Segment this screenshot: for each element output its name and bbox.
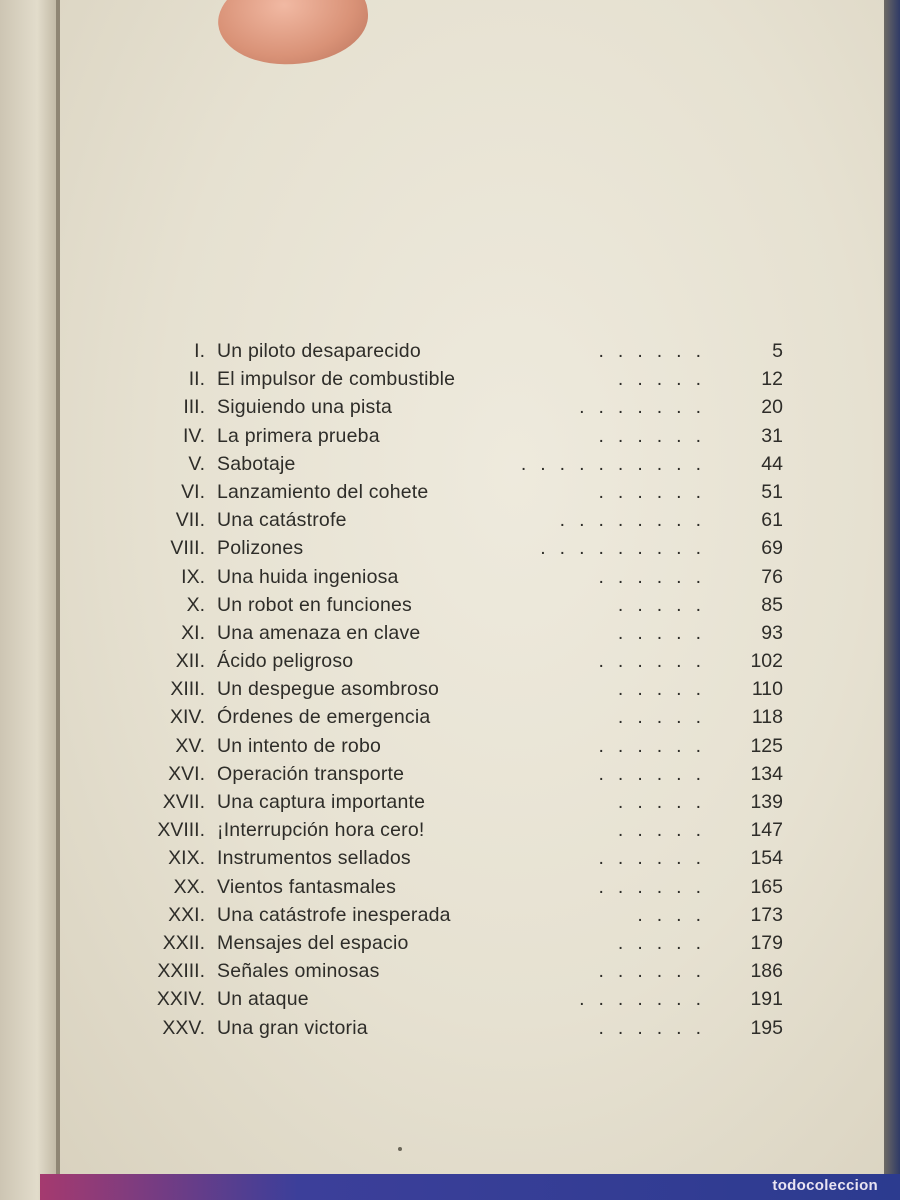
chapter-page-number: 165 <box>750 875 783 898</box>
table-of-contents <box>0 337 900 1042</box>
dot-leaders: .......... <box>520 452 715 475</box>
chapter-page-number: 179 <box>750 931 783 954</box>
toc-entry <box>0 1014 900 1042</box>
chapter-title: Un piloto desaparecido <box>217 340 421 362</box>
toc-entry <box>0 450 900 478</box>
toc-entry <box>0 647 900 675</box>
chapter-page-number: 125 <box>750 734 783 757</box>
chapter-page-number: 139 <box>750 791 783 813</box>
chapter-numeral: XVII. <box>162 791 205 813</box>
chapter-page-number: 69 <box>761 537 783 560</box>
toc-entry <box>0 422 900 450</box>
chapter-title: Una huida ingeniosa <box>217 565 399 588</box>
chapter-page-number: 118 <box>751 706 783 729</box>
chapter-numeral: X. <box>186 593 205 616</box>
dot-leaders: ...... <box>598 1016 715 1039</box>
chapter-title: Siguiendo una pista <box>217 396 393 419</box>
chapter-title: Una catástrofe <box>217 509 347 532</box>
dot-leaders: ..... <box>617 621 715 644</box>
toc-entry <box>0 816 900 844</box>
chapter-title: Señales ominosas <box>217 960 380 983</box>
dot-leaders: ...... <box>598 565 715 588</box>
chapter-page-number: 186 <box>750 960 783 983</box>
chapter-page-number: 147 <box>750 819 783 842</box>
toc-entry <box>0 901 900 929</box>
book-cover-bottom <box>40 1174 900 1200</box>
chapter-page-number: 195 <box>750 1016 783 1039</box>
toc-entry <box>0 957 900 985</box>
dot-leaders: ..... <box>617 791 715 813</box>
chapter-numeral: XXII. <box>162 931 205 954</box>
toc-entry <box>0 703 900 731</box>
dot-leaders: ...... <box>598 480 715 503</box>
toc-entry <box>0 619 900 647</box>
page-mark <box>398 1147 402 1151</box>
chapter-numeral: VIII. <box>170 537 205 560</box>
toc-entry <box>0 732 900 760</box>
chapter-page-number: 5 <box>772 340 783 362</box>
watermark: todocoleccion <box>772 1177 878 1194</box>
chapter-numeral: XI. <box>181 621 205 644</box>
chapter-title: Instrumentos sellados <box>217 847 411 870</box>
chapter-title: Lanzamiento del cohete <box>217 480 429 503</box>
dot-leaders: ...... <box>598 650 715 673</box>
dot-leaders: ...... <box>598 424 715 447</box>
chapter-page-number: 31 <box>761 424 783 447</box>
dot-leaders: ..... <box>617 368 715 391</box>
chapter-title: Un ataque <box>217 988 309 1011</box>
dot-leaders: ..... <box>617 593 715 616</box>
chapter-title: Una gran victoria <box>217 1016 368 1039</box>
chapter-page-number: 173 <box>750 903 783 926</box>
chapter-title: Mensajes del espacio <box>217 931 409 954</box>
toc-entry <box>0 985 900 1013</box>
toc-entry <box>0 365 900 393</box>
toc-entry <box>0 844 900 872</box>
toc-entry <box>0 760 900 788</box>
chapter-page-number: 85 <box>761 593 783 616</box>
chapter-numeral: V. <box>188 452 205 475</box>
dot-leaders: ...... <box>598 340 715 362</box>
chapter-numeral: XXIII. <box>157 960 205 983</box>
dot-leaders: ...... <box>598 734 715 757</box>
dot-leaders: ...... <box>598 960 715 983</box>
dot-leaders: ..... <box>617 931 715 954</box>
chapter-title: Una amenaza en clave <box>217 621 421 644</box>
chapter-title: La primera prueba <box>217 424 380 447</box>
chapter-numeral: XIII. <box>170 678 205 701</box>
chapter-title: Un despegue asombroso <box>217 678 440 701</box>
dot-leaders: ....... <box>579 988 715 1011</box>
chapter-title: ¡Interrupción hora cero! <box>217 819 425 842</box>
chapter-page-number: 12 <box>761 368 783 391</box>
dot-leaders: ...... <box>598 875 715 898</box>
chapter-numeral: XXI. <box>168 903 205 926</box>
chapter-numeral: II. <box>188 368 205 391</box>
chapter-numeral: VII. <box>175 509 205 532</box>
chapter-title: Órdenes de emergencia <box>217 706 431 729</box>
toc-entry <box>0 563 900 591</box>
chapter-page-number: 61 <box>761 509 783 532</box>
dot-leaders: ..... <box>617 706 715 729</box>
dot-leaders: ......... <box>540 537 715 560</box>
chapter-page-number: 20 <box>761 396 783 419</box>
toc-entry <box>0 873 900 901</box>
chapter-title: Sabotaje <box>217 452 296 475</box>
dot-leaders: ...... <box>598 847 715 870</box>
chapter-numeral: XIV. <box>169 706 205 729</box>
chapter-numeral: IX. <box>181 565 205 588</box>
dot-leaders: ..... <box>617 678 715 701</box>
chapter-numeral: XXIV. <box>156 988 205 1011</box>
chapter-numeral: III. <box>183 396 205 419</box>
chapter-page-number: 134 <box>750 762 783 785</box>
chapter-page-number: 76 <box>761 565 783 588</box>
chapter-page-number: 93 <box>761 621 783 644</box>
chapter-title: Operación transporte <box>217 762 405 785</box>
chapter-page-number: 102 <box>750 650 783 673</box>
chapter-title: Una captura importante <box>217 791 426 813</box>
toc-entry <box>0 788 900 816</box>
dot-leaders: ..... <box>617 819 715 842</box>
chapter-numeral: XX. <box>173 875 205 898</box>
chapter-title: Polizones <box>217 537 304 560</box>
toc-entry <box>0 506 900 534</box>
chapter-title: Una catástrofe inesperada <box>217 903 451 926</box>
chapter-numeral: IV. <box>182 424 205 447</box>
chapter-numeral: I. <box>194 340 205 362</box>
chapter-page-number: 51 <box>761 480 783 503</box>
chapter-title: Ácido peligroso <box>217 650 354 673</box>
chapter-numeral: XXV. <box>162 1016 205 1039</box>
chapter-numeral: XVI. <box>168 762 205 785</box>
chapter-page-number: 191 <box>750 988 783 1011</box>
dot-leaders: .... <box>637 903 715 926</box>
dot-leaders: ....... <box>579 396 715 419</box>
dot-leaders: ........ <box>559 509 715 532</box>
chapter-title: El impulsor de combustible <box>217 368 456 391</box>
toc-entry <box>0 591 900 619</box>
chapter-page-number: 110 <box>751 678 783 701</box>
chapter-title: Un intento de robo <box>217 734 382 757</box>
chapter-numeral: XIX. <box>168 847 205 870</box>
chapter-page-number: 44 <box>761 452 783 475</box>
chapter-title: Vientos fantasmales <box>217 875 397 898</box>
chapter-numeral: XV. <box>175 734 205 757</box>
dot-leaders: ...... <box>598 762 715 785</box>
toc-entry <box>0 929 900 957</box>
toc-entry <box>0 393 900 421</box>
chapter-numeral: XVIII. <box>157 819 205 842</box>
chapter-title: Un robot en funciones <box>217 593 412 616</box>
chapter-page-number: 154 <box>750 847 783 870</box>
chapter-numeral: XII. <box>175 650 205 673</box>
toc-entry <box>0 534 900 562</box>
toc-entry <box>0 478 900 506</box>
toc-entry <box>0 337 900 365</box>
toc-entry <box>0 675 900 703</box>
chapter-numeral: VI. <box>181 480 205 503</box>
